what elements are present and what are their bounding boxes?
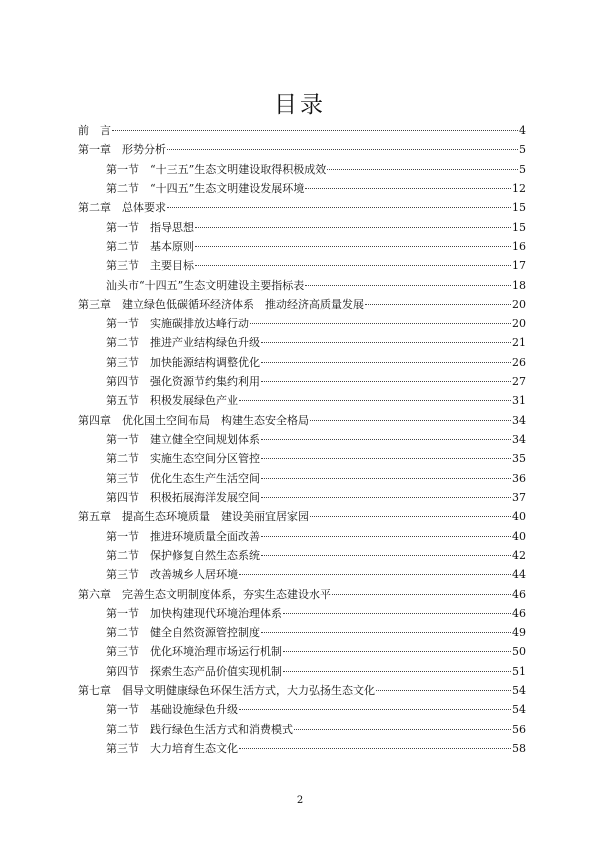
dot-leader [261, 342, 511, 343]
dot-leader [261, 362, 511, 363]
toc-section-entry [78, 662, 526, 681]
toc-section-entry [78, 488, 526, 507]
toc-entry-label: 第三节 优化生态生产生活空间 [106, 471, 260, 485]
toc-entry-page: 37 [512, 490, 526, 504]
toc-entry-page: 15 [512, 220, 526, 234]
toc-section-entry [78, 179, 526, 198]
toc-entry-label: 第四节 强化资源节约集约利用 [106, 375, 260, 389]
dot-leader [261, 439, 511, 440]
toc-entry-page: 21 [512, 336, 526, 350]
toc-section-entry [78, 333, 526, 352]
toc-entry-page: 34 [512, 433, 526, 446]
toc-entry-page: 58 [512, 742, 526, 755]
toc-entry-label: 第三节 主要目标 [106, 259, 194, 273]
toc-entry-label: 第四节 积极拓展海洋发展空间 [106, 490, 260, 504]
dot-leader [261, 497, 511, 498]
toc-entry-page: 5 [519, 162, 526, 176]
dot-leader [167, 149, 518, 150]
toc-entry-page: 40 [512, 529, 526, 543]
table-of-contents [78, 121, 526, 758]
toc-entry-page: 44 [512, 568, 526, 582]
dot-leader [305, 188, 511, 189]
toc-entry-label: 第七章 倡导文明健康绿色环保生活方式，大力弘扬生态文化 [78, 684, 375, 698]
toc-section-entry [78, 372, 526, 391]
toc-section-entry [78, 276, 526, 295]
toc-entry-page: 40 [512, 510, 526, 524]
dot-leader [239, 748, 511, 749]
toc-section-entry [78, 237, 526, 256]
dot-leader [239, 400, 511, 401]
toc-entry-page: 26 [512, 355, 526, 369]
toc-entry-page: 54 [512, 684, 526, 698]
toc-entry-page: 46 [512, 587, 526, 601]
toc-section-entry [78, 546, 526, 565]
toc-entry-label: 第三节 优化环境治理市场运行机制 [106, 645, 282, 659]
toc-entry-page: 17 [512, 259, 526, 273]
toc-chapter-entry [78, 140, 526, 159]
toc-section-entry [78, 700, 526, 719]
dot-leader [239, 709, 511, 710]
toc-entry-label: 第二节 践行绿色生活方式和消费模式 [106, 722, 293, 736]
toc-entry-page: 49 [512, 626, 526, 640]
toc-entry-page: 35 [512, 452, 526, 466]
toc-section-entry [78, 642, 526, 661]
toc-section-entry [78, 353, 526, 372]
toc-entry-page: 20 [512, 317, 526, 331]
toc-entry-label: 前 言 [78, 124, 111, 137]
dot-leader [261, 555, 511, 556]
dot-leader [283, 613, 511, 614]
toc-entry-label: 第二节 保护修复自然生态系统 [106, 548, 260, 562]
dot-leader [261, 458, 511, 459]
toc-chapter-entry [78, 507, 526, 526]
dot-leader [283, 671, 511, 672]
toc-entry-page: 20 [512, 297, 526, 311]
toc-entry-label: 第六章 完善生态文明制度体系，夯实生态建设水平 [78, 587, 331, 601]
toc-entry-label: 第一节 指导思想 [106, 220, 194, 234]
toc-entry-label: 第一节 实施碳排放达峰行动 [106, 317, 249, 331]
toc-chapter-entry [78, 411, 526, 430]
toc-entry-page: 46 [512, 606, 526, 620]
toc-entry-page: 16 [512, 239, 526, 253]
toc-entry-label: 第四章 优化国土空间布局 构建生态安全格局 [78, 413, 309, 427]
toc-entry-label: 第一节 建立健全空间规划体系 [106, 433, 260, 446]
toc-entry-label: 第五章 提高生态环境质量 建设美丽宜居家园 [78, 510, 309, 524]
toc-entry-label: 汕头市“十四五”生态文明建设主要指标表 [106, 278, 305, 292]
dot-leader [283, 651, 511, 652]
dot-leader [261, 536, 511, 537]
dot-leader [332, 594, 511, 595]
toc-entry-page: 31 [512, 394, 526, 408]
toc-section-entry [78, 565, 526, 584]
toc-entry-label: 第一节 “十三五”生态文明建设取得积极成效 [106, 162, 327, 176]
toc-chapter-entry [78, 585, 526, 604]
toc-section-entry [78, 160, 526, 179]
toc-entry-label: 第一节 加快构建现代环境治理体系 [106, 606, 282, 620]
dot-leader [261, 478, 511, 479]
toc-entry-label: 第三节 改善城乡人居环境 [106, 568, 238, 582]
toc-section-entry [78, 604, 526, 623]
toc-section-entry [78, 469, 526, 488]
toc-section-entry [78, 623, 526, 642]
toc-entry-page: 27 [512, 375, 526, 389]
toc-entry-label: 第四节 探索生态产品价值实现机制 [106, 664, 282, 678]
page-title: 目录 [274, 92, 326, 118]
toc-section-entry [78, 391, 526, 410]
toc-entry-page: 51 [512, 664, 526, 678]
toc-entry-label: 第二节 健全自然资源管控制度 [106, 626, 260, 640]
dot-leader [195, 227, 511, 228]
dot-leader [365, 304, 511, 305]
dot-leader [310, 420, 511, 421]
toc-section-entry [78, 527, 526, 546]
toc-chapter-entry [78, 295, 526, 314]
dot-leader [261, 632, 511, 633]
toc-section-entry [78, 314, 526, 333]
dot-leader [327, 169, 518, 170]
toc-entry-label: 第二章 总体要求 [78, 201, 166, 215]
toc-entry-page: 54 [512, 703, 526, 717]
toc-entry-label: 第二节 “十四五”生态文明建设发展环境 [106, 181, 305, 195]
toc-entry-label: 第二节 基本原则 [106, 239, 194, 253]
dot-leader [376, 690, 511, 691]
toc-entry-page: 5 [519, 143, 526, 157]
toc-section-entry [78, 720, 526, 739]
toc-entry-label: 第一节 基础设施绿色升级 [106, 703, 238, 717]
toc-entry-label: 第三章 建立绿色低碳循环经济体系 推动经济高质量发展 [78, 297, 364, 311]
toc-entry-page: 4 [519, 124, 526, 137]
toc-entry-page: 50 [512, 645, 526, 659]
dot-leader [261, 381, 511, 382]
toc-entry-label: 第一章 形势分析 [78, 143, 166, 157]
dot-leader [195, 246, 511, 247]
dot-leader [167, 207, 511, 208]
toc-section-entry [78, 449, 526, 468]
toc-chapter-entry [78, 121, 526, 140]
page-number: 2 [296, 795, 304, 806]
dot-leader [250, 323, 511, 324]
toc-section-entry [78, 256, 526, 275]
toc-section-entry [78, 739, 526, 758]
toc-chapter-entry [78, 198, 526, 217]
toc-entry-page: 12 [512, 181, 526, 195]
toc-entry-label: 第二节 推进产业结构绿色升级 [106, 336, 260, 350]
dot-leader [310, 516, 511, 517]
dot-leader [305, 285, 511, 286]
toc-entry-page: 36 [512, 471, 526, 485]
toc-entry-page: 34 [512, 413, 526, 427]
toc-entry-label: 第三节 加快能源结构调整优化 [106, 355, 260, 369]
dot-leader [239, 574, 511, 575]
toc-entry-page: 42 [512, 548, 526, 562]
toc-entry-label: 第三节 大力培育生态文化 [106, 742, 238, 755]
dot-leader [294, 729, 511, 730]
toc-entry-label: 第一节 推进环境质量全面改善 [106, 529, 260, 543]
dot-leader [112, 130, 518, 131]
toc-entry-page: 56 [512, 722, 526, 736]
toc-entry-page: 18 [512, 278, 526, 292]
toc-entry-label: 第二节 实施生态空间分区管控 [106, 452, 260, 466]
toc-entry-page: 15 [512, 201, 526, 215]
dot-leader [195, 265, 511, 266]
toc-chapter-entry [78, 681, 526, 700]
toc-section-entry [78, 430, 526, 449]
toc-entry-label: 第五节 积极发展绿色产业 [106, 394, 238, 408]
toc-section-entry [78, 218, 526, 237]
